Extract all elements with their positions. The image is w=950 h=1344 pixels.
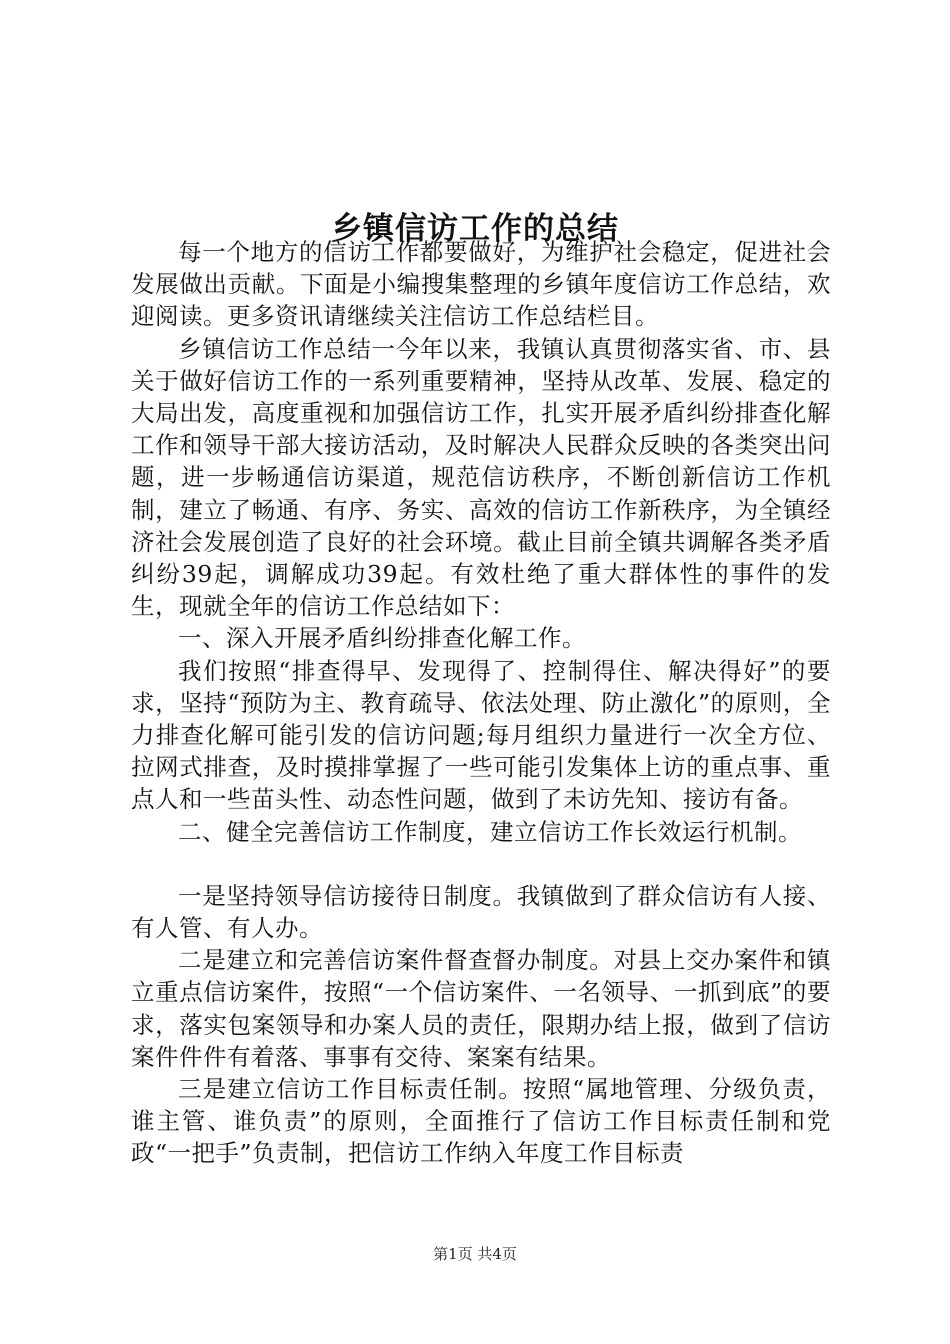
document-body [131, 236, 831, 1170]
paragraph-section-1: 我们按照“排查得早、发现得了、控制得住、解决得好”的要求，坚持“预防为主、教育疏导、依法处理、防止激化”的原则，全力排查化解可能引发的信访问题;每月组织力量进行一次全方位、拉网式排查，及时摸排掌握了一些可能引发集体上访的重点事、重点人和一些苗头性、动态性问题，做到了未访先知、接访有备。 [131, 656, 831, 814]
document-title: 乡镇信访工作的总结 [331, 210, 619, 247]
page-number-footer: 第1页 共4页 [433, 1245, 517, 1263]
paragraph-item-2: 二是建立和完善信访案件督查督办制度。对县上交办案件和镇立重点信访案件，按照“一个信访案件、一名领导、一抓到底”的要求，落实包案领导和办案人员的责任，限期办结上报，做到了信访案件件件有着落、事事有交待、案案有结果。 [131, 946, 831, 1071]
section-heading-1: 一、深入开展矛盾纠纷排查化解工作。 [178, 624, 586, 653]
section-heading-2: 二、健全完善信访工作制度，建立信访工作长效运行机制。 [178, 817, 802, 846]
paragraph-item-1: 一是坚持领导信访接待日制度。我镇做到了群众信访有人接、有人管、有人办。 [131, 881, 831, 943]
paragraph-item-3: 三是建立信访工作目标责任制。按照“属地管理、分级负责，谁主管、谁负责”的原则，全面推行了信访工作目标责任制和党政“一把手”负责制，把信访工作纳入年度工作目标责 [131, 1075, 831, 1168]
paragraph-intro: 每一个地方的信访工作都要做好，为维护社会稳定，促进社会发展做出贡献。下面是小编搜集整理的乡镇年度信访工作总结，欢迎阅读。更多资讯请继续关注信访工作总结栏目。 [131, 238, 831, 331]
paragraph-summary: 乡镇信访工作总结一今年以来，我镇认真贯彻落实省、市、县关于做好信访工作的一系列重要精神，坚持从改革、发展、稳定的大局出发，高度重视和加强信访工作，扎实开展矛盾纠纷排查化解工作和领导干部大接访活动，及时解决人民群众反映的各类突出问题，进一步畅通信访渠道，规范信访秩序，不断创新信访工作机制，建立了畅通、有序、务实、高效的信访工作新秩序，为全镇经济社会发展创造了良好的社会环境。截止目前全镇共调解各类矛盾纠纷39起，调解成功39起。有效杜绝了重大群体性的事件的发生，现就全年的信访工作总结如下： [131, 334, 831, 621]
